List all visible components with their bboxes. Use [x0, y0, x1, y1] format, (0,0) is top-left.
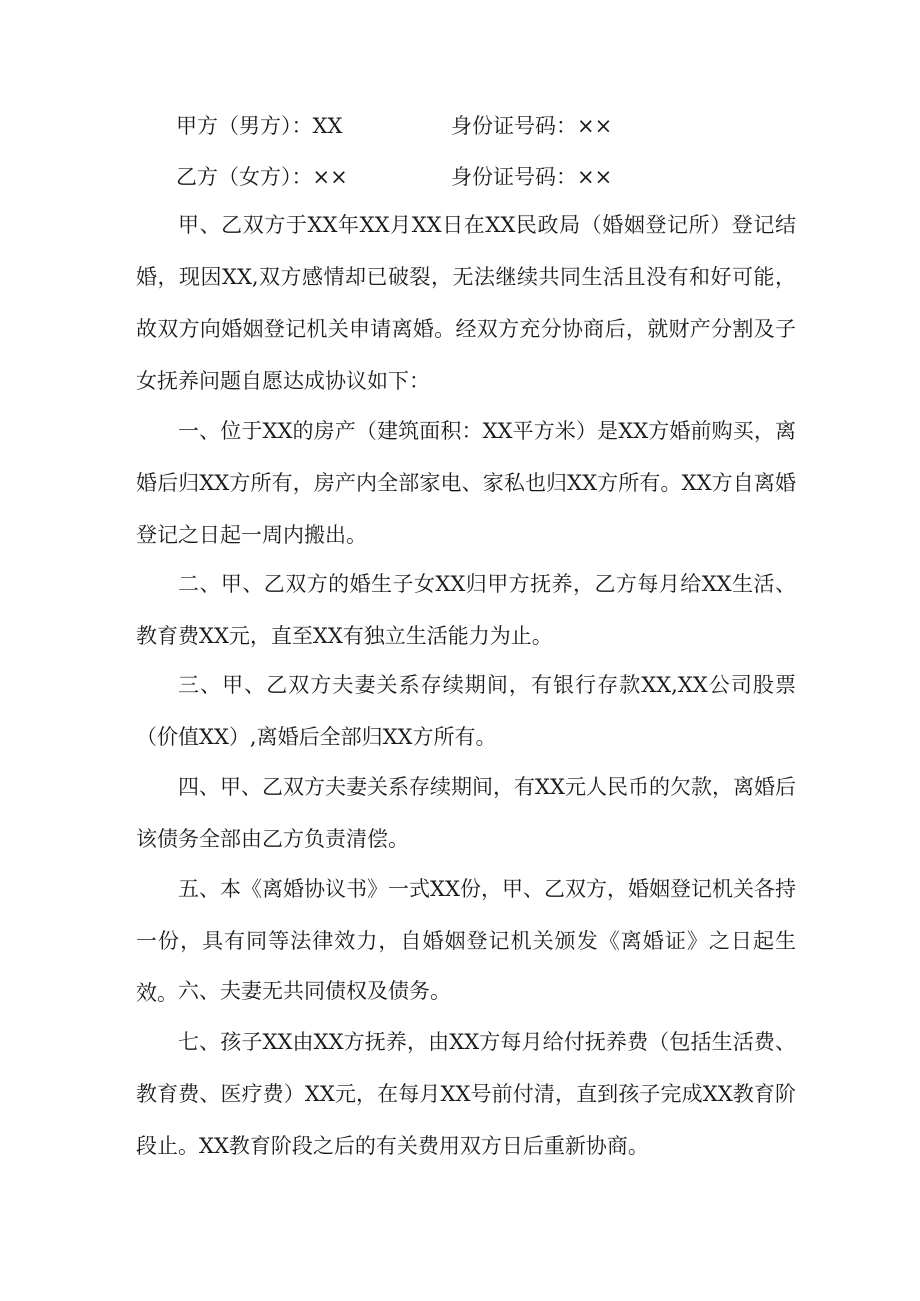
party-b-id-number: 身份证号码：××: [451, 165, 613, 189]
clause-6: 六、夫妻无共同债权及债务。: [178, 979, 451, 1003]
clause-4: 四、甲、乙双方夫妻关系存续期间，有XX元人民币的欠款，离婚后该债务全部由乙方负责清偿。: [136, 775, 796, 851]
party-a-label: 甲方（男方）：XX: [176, 114, 343, 138]
party-b-label: 乙方（女方）：××: [176, 165, 348, 189]
intro-paragraph: 甲、乙双方于XX年XX月XX日在XX民政局（婚姻登记所）登记结婚，现因XX,双方感情却已破裂，无法继续共同生活且没有和好可能，故双方向婚姻登记机关申请离婚。经双方充分协商后，就财产分割及子女抚养问题自愿达成协议如下：: [136, 213, 796, 393]
clause-7: 七、孩子XX由XX方抚养，由XX方每月给付抚养费（包括生活费、教育费、医疗费）XX元，在每月XX号前付清，直到孩子完成XX教育阶段止。XX教育阶段之后的有关费用双方日后重新协商。: [136, 1030, 796, 1158]
clause-2: 二、甲、乙双方的婚生子女XX归甲方抚养，乙方每月给XX生活、教育费XX元，直至XX有独立生活能力为止。: [136, 572, 796, 648]
party-a-id-number: 身份证号码：××: [451, 114, 613, 138]
clause-5: 五、本《离婚协议书》一式XX份，甲、乙双方，婚姻登记机关各持一份，具有同等法律效力，自婚姻登记机关颁发《离婚证》之日起生效。: [136, 877, 796, 1005]
clause-1: 一、位于XX的房产（建筑面积：XX平方米）是XX方婚前购买，离婚后归XX方所有，房产内全部家电、家私也归XX方所有。XX方自离婚登记之日起一周内搬出。: [136, 419, 796, 547]
clause-3: 三、甲、乙双方夫妻关系存续期间，有银行存款XX,XX公司股票（价值XX）,离婚后全部归XX方所有。: [136, 673, 796, 749]
